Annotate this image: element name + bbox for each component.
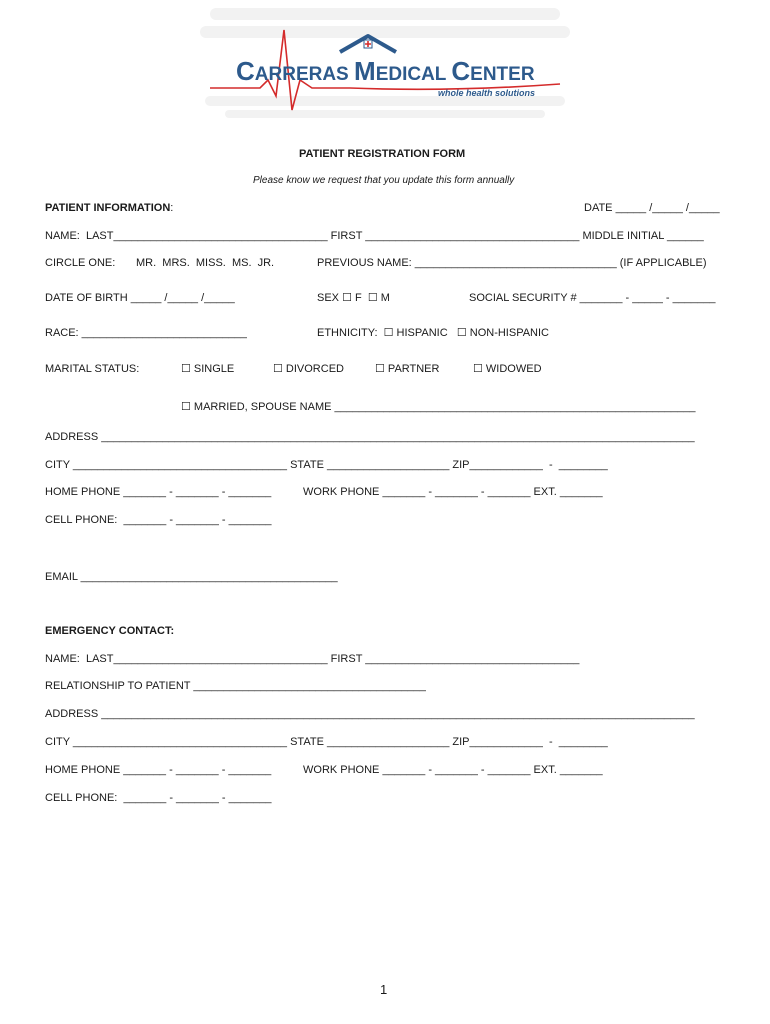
form-title: PATIENT REGISTRATION FORM [299, 148, 466, 160]
form-subtitle: Please know we request that you update this form annually [253, 175, 515, 186]
social-security-field[interactable]: SOCIAL SECURITY # _______ - _____ - _______ [469, 292, 716, 304]
emergency-contact-heading: EMERGENCY CONTACT: [45, 625, 175, 637]
patient-address-field[interactable]: ADDRESS _________________________________________________________________________________________________ [45, 431, 695, 443]
single-checkbox[interactable]: ☐ SINGLE [181, 363, 235, 375]
title-options[interactable]: MR. MRS. MISS. MS. JR. [136, 257, 275, 269]
emergency-name-field[interactable]: NAME: LAST___________________________________ FIRST ___________________________________ [45, 653, 580, 665]
emergency-city-state-zip-field[interactable]: CITY ___________________________________ STATE ____________________ ZIP____________ - ________ [45, 736, 608, 748]
patient-home-phone-field[interactable]: HOME PHONE _______ - _______ - _______ [45, 486, 272, 498]
patient-cell-phone-field[interactable]: CELL PHONE: _______ - _______ - _______ [45, 514, 272, 526]
circle-one-label: CIRCLE ONE: [45, 257, 116, 269]
logo-wordmark: CARRERAS MEDICAL CENTER [236, 56, 535, 86]
house-icon [340, 36, 396, 52]
marital-status-label: MARITAL STATUS: [45, 363, 140, 375]
page-number: 1 [380, 982, 388, 997]
patient-email-field[interactable]: EMAIL __________________________________________ [45, 571, 338, 583]
sex-checkboxes[interactable]: SEX ☐ F ☐ M [317, 292, 390, 304]
emergency-address-field[interactable]: ADDRESS _________________________________________________________________________________________________ [45, 708, 695, 720]
logo-watermark [200, 8, 570, 118]
patient-information-heading [45, 202, 173, 215]
carreras-logo [200, 0, 580, 125]
emergency-work-phone-field[interactable]: WORK PHONE _______ - _______ - _______ EXT. _______ [303, 764, 603, 776]
patient-work-phone-field[interactable]: WORK PHONE _______ - _______ - _______ EXT. _______ [303, 486, 603, 498]
widowed-checkbox[interactable]: ☐ WIDOWED [473, 363, 542, 375]
patient-heading-label: PATIENT INFORMATION [45, 202, 171, 214]
married-spouse-field[interactable]: ☐ MARRIED, SPOUSE NAME ___________________________________________________________ [181, 401, 696, 413]
patient-city-state-zip-field[interactable]: CITY ___________________________________ STATE ____________________ ZIP____________ - ________ [45, 459, 608, 471]
partner-checkbox[interactable]: ☐ PARTNER [375, 363, 440, 375]
previous-name-field[interactable]: PREVIOUS NAME: _________________________________ (IF APPLICABLE) [317, 257, 707, 269]
emergency-cell-phone-field[interactable]: CELL PHONE: _______ - _______ - _______ [45, 792, 272, 804]
date-of-birth-field[interactable]: DATE OF BIRTH _____ /_____ /_____ [45, 292, 235, 304]
race-field[interactable]: RACE: ___________________________ [45, 327, 247, 339]
logo-tagline: whole health solutions [438, 88, 536, 98]
patient-name-field[interactable]: NAME: LAST___________________________________ FIRST ___________________________________ MIDDLE INITIAL ______ [45, 230, 704, 242]
emergency-home-phone-field[interactable]: HOME PHONE _______ - _______ - _______ [45, 764, 272, 776]
patient-heading-colon: : [170, 202, 174, 214]
ethnicity-checkboxes[interactable]: ETHNICITY: ☐ HISPANIC ☐ NON-HISPANIC [317, 327, 550, 339]
divorced-checkbox[interactable]: ☐ DIVORCED [273, 363, 344, 375]
relationship-field[interactable]: RELATIONSHIP TO PATIENT ______________________________________ [45, 680, 426, 692]
date-field[interactable]: DATE _____ /_____ /_____ [584, 202, 720, 214]
